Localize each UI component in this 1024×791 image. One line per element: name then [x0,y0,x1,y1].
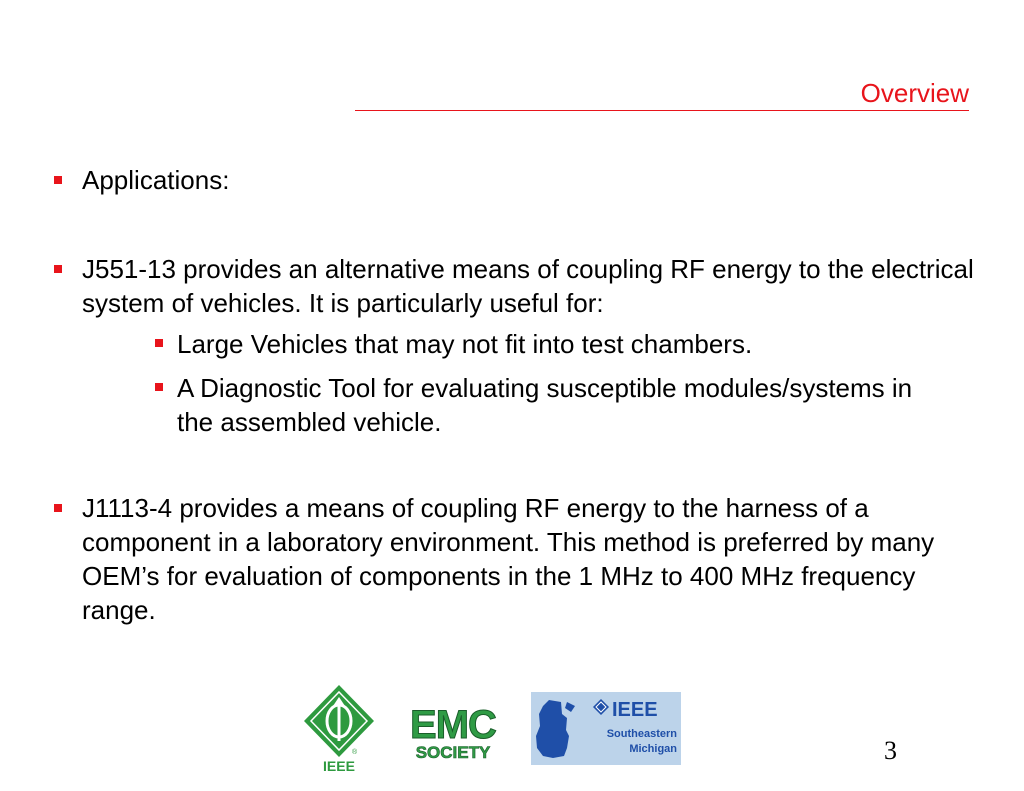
page-number: 3 [884,736,897,765]
emc-wordmark: EMC [410,703,496,747]
title-underline [355,110,969,111]
sub-bullet-text: Large Vehicles that may not fit into test chambers. [177,329,753,359]
bullet-text: Applications: [82,165,230,195]
bullet-text: J551-13 provides an alternative means of coupling RF energy to the electrical system of vehicles. It is particularly useful for: [82,254,974,318]
sub-bullet-text: A Diagnostic Tool for evaluating susceptible modules/systems in the assembled vehicle. [177,373,913,437]
bullet-marker [54,265,62,273]
bullet-marker [54,504,62,512]
ieee-registered-mark: ® [352,749,358,756]
sub-bullet-item [177,327,937,361]
sub-bullet-marker [155,339,163,347]
ieee-wordmark: IEEE [323,758,355,773]
bullet-item [82,163,982,197]
bullet-marker [54,176,62,184]
sub-bullet-marker [155,383,163,391]
se-ieee-wordmark: IEEE [612,699,658,721]
se-region-line1: Southeastern [606,728,677,740]
emc-society-wordmark: SOCIETY [415,743,491,762]
ieee-se-michigan-logo [531,692,681,765]
slide-title: Overview [860,78,969,108]
bullet-text: J1113-4 provides a means of coupling RF energy to the harness of a component in a laboratory environment. This method is preferred by many OEM’s for evaluation of components in the 1 MHz to 400 MHz frequency range. [82,493,935,625]
bullet-item [82,491,982,627]
ieee-logo [302,683,376,773]
se-region-line2: Michigan [629,743,677,755]
bullet-item [82,252,982,320]
emc-society-logo [391,700,516,762]
sub-bullet-item [177,371,937,439]
